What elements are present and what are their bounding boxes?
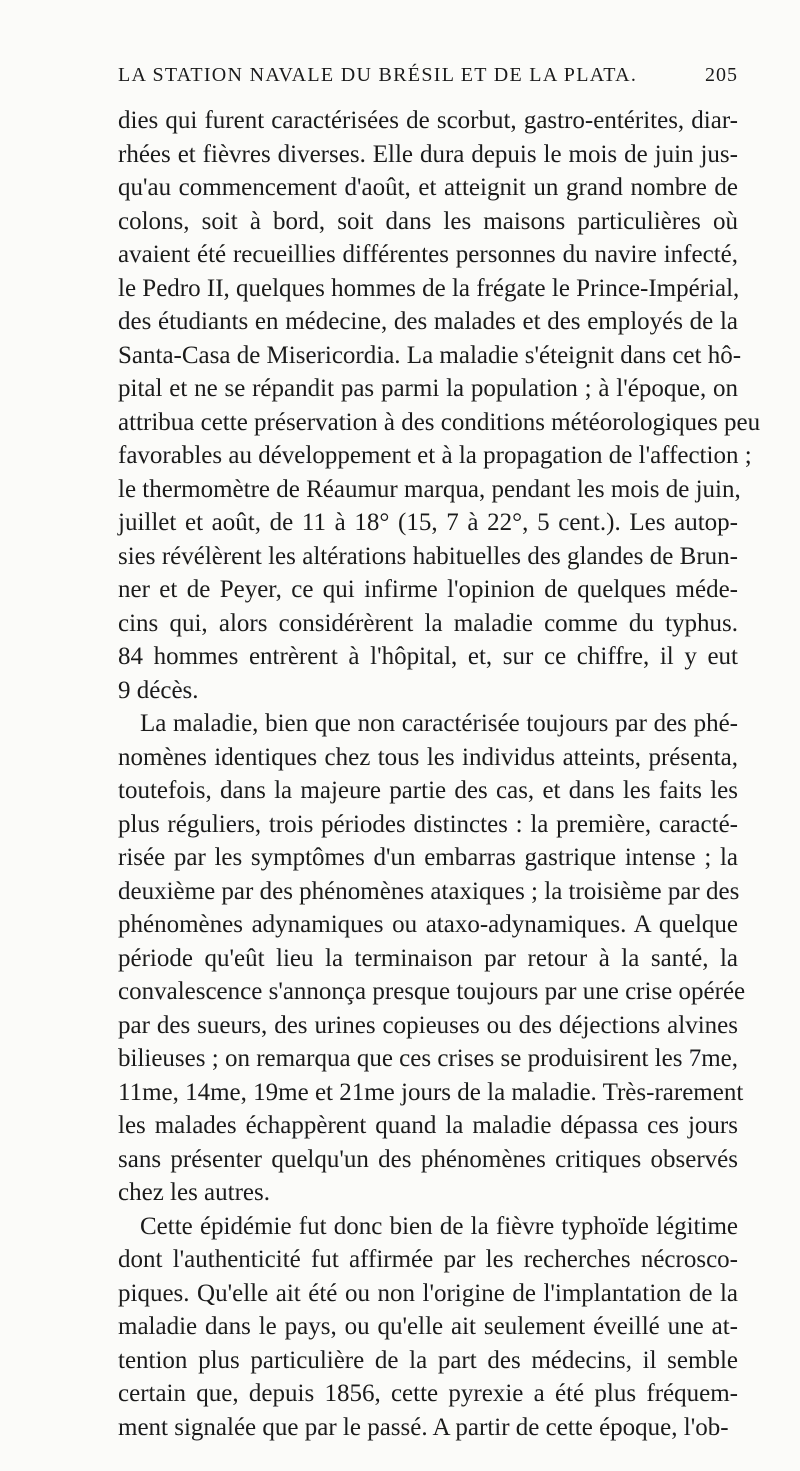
text-line: 84 hommes entrèrent à l'hôpital, et, sur ce chiffre, il y eut <box>118 643 738 670</box>
text-line: tention plus particulière de la part des médecins, il semble <box>118 1346 738 1374</box>
text-line: sies révélèrent les altérations habituelles des glandes de Brun- <box>118 542 738 570</box>
text-line: risée par les symptômes d'un embarras gastrique intense ; la <box>118 844 738 871</box>
paragraph-3 <box>118 1210 738 1445</box>
body-text <box>118 104 761 1444</box>
text-line: nomènes identiques chez tous les individus atteints, présenta, <box>118 743 738 771</box>
paragraph-2 <box>118 707 746 1210</box>
text-line: La maladie, bien que non caractérisée toujours par des phé- <box>140 710 738 737</box>
text-line: 11me, 14me, 19me et 21me jours de la maladie. Très-rarement <box>118 1078 744 1106</box>
text-line: piques. Qu'elle ait été ou non l'origine de l'implantation de la <box>118 1279 738 1307</box>
text-line: sans présenter quelqu'un des phénomènes critiques observés <box>118 1145 738 1173</box>
text-line: le Pedro II, quelques hommes de la frégate le Prince-Impérial, <box>118 274 740 302</box>
text-line: convalescence s'annonça presque toujours par une crise opérée <box>118 978 746 1005</box>
text-line: Cette épidémie fut donc bien de la fièvre typhoïde légitime <box>140 1212 738 1240</box>
page-header <box>118 64 738 94</box>
text-line: juillet et août, de 11 à 18° (15, 7 à 22°, 5 cent.). Les autop- <box>118 509 738 536</box>
text-line: cins qui, alors considérèrent la maladie comme du typhus. <box>118 609 738 637</box>
text-line: qu'au commencement d'août, et atteignit un grand nombre de <box>118 174 738 201</box>
text-line: colons, soit à bord, soit dans les maisons particulières où <box>118 207 738 235</box>
paragraph-1 <box>118 104 761 707</box>
page-number: 205 <box>705 64 738 86</box>
text-line: deuxième par des phénomènes ataxiques ; la troisième par des <box>118 877 740 905</box>
text-line: favorables au développement et à la propagation de l'affection ; <box>118 442 752 469</box>
text-line: rhées et fièvres diverses. Elle dura depuis le mois de juin jus- <box>118 140 738 168</box>
text-line: plus réguliers, trois périodes distinctes : la première, caracté- <box>118 810 738 838</box>
text-line: dies qui furent caractérisées de scorbut, gastro-entérites, diar- <box>118 107 738 134</box>
text-line: dont l'authenticité fut affirmée par les recherches nécrosco- <box>118 1246 738 1273</box>
text-line: les malades échappèrent quand la maladie dépassa ces jours <box>118 1112 738 1139</box>
text-line: période qu'eût lieu la terminaison par retour à la santé, la <box>118 944 738 972</box>
text-line: le thermomètre de Réaumur marqua, pendant les mois de juin, <box>118 475 741 503</box>
text-line: Santa-Casa de Misericordia. La maladie s'éteignit dans cet hô- <box>118 341 742 369</box>
text-line: certain que, depuis 1856, cette pyrexie a été plus fréquem- <box>118 1380 738 1407</box>
text-line: ment signalée que par le passé. A partir de cette époque, l'ob- <box>118 1413 729 1441</box>
text-line: chez les autres. <box>118 1179 271 1206</box>
text-line: des étudiants en médecine, des malades et des employés de la <box>118 308 738 335</box>
text-line: avaient été recueillies différentes personnes du navire infecté, <box>118 241 738 268</box>
text-line: toutefois, dans la majeure partie des cas, et dans les faits les <box>118 777 738 804</box>
text-line: bilieuses ; on remarqua que ces crises se produisirent les 7me, <box>118 1045 738 1072</box>
text-line: ner et de Peyer, ce qui infirme l'opinion de quelques méde- <box>118 576 738 603</box>
running-head: LA STATION NAVALE DU BRÉSIL ET DE LA PLATA. <box>118 64 638 86</box>
text-line: pital et ne se répandit pas parmi la population ; à l'époque, on <box>118 375 738 402</box>
text-line: par des sueurs, des urines copieuses ou des déjections alvines <box>118 1011 738 1039</box>
text-line: maladie dans le pays, ou qu'elle ait seulement éveillé une at- <box>118 1313 738 1340</box>
text-line: 9 décès. <box>118 676 199 704</box>
text-line: phénomènes adynamiques ou ataxo-adynamiques. A quelque <box>118 911 738 938</box>
text-line: attribua cette préservation à des conditions météorologiques peu <box>118 408 761 436</box>
